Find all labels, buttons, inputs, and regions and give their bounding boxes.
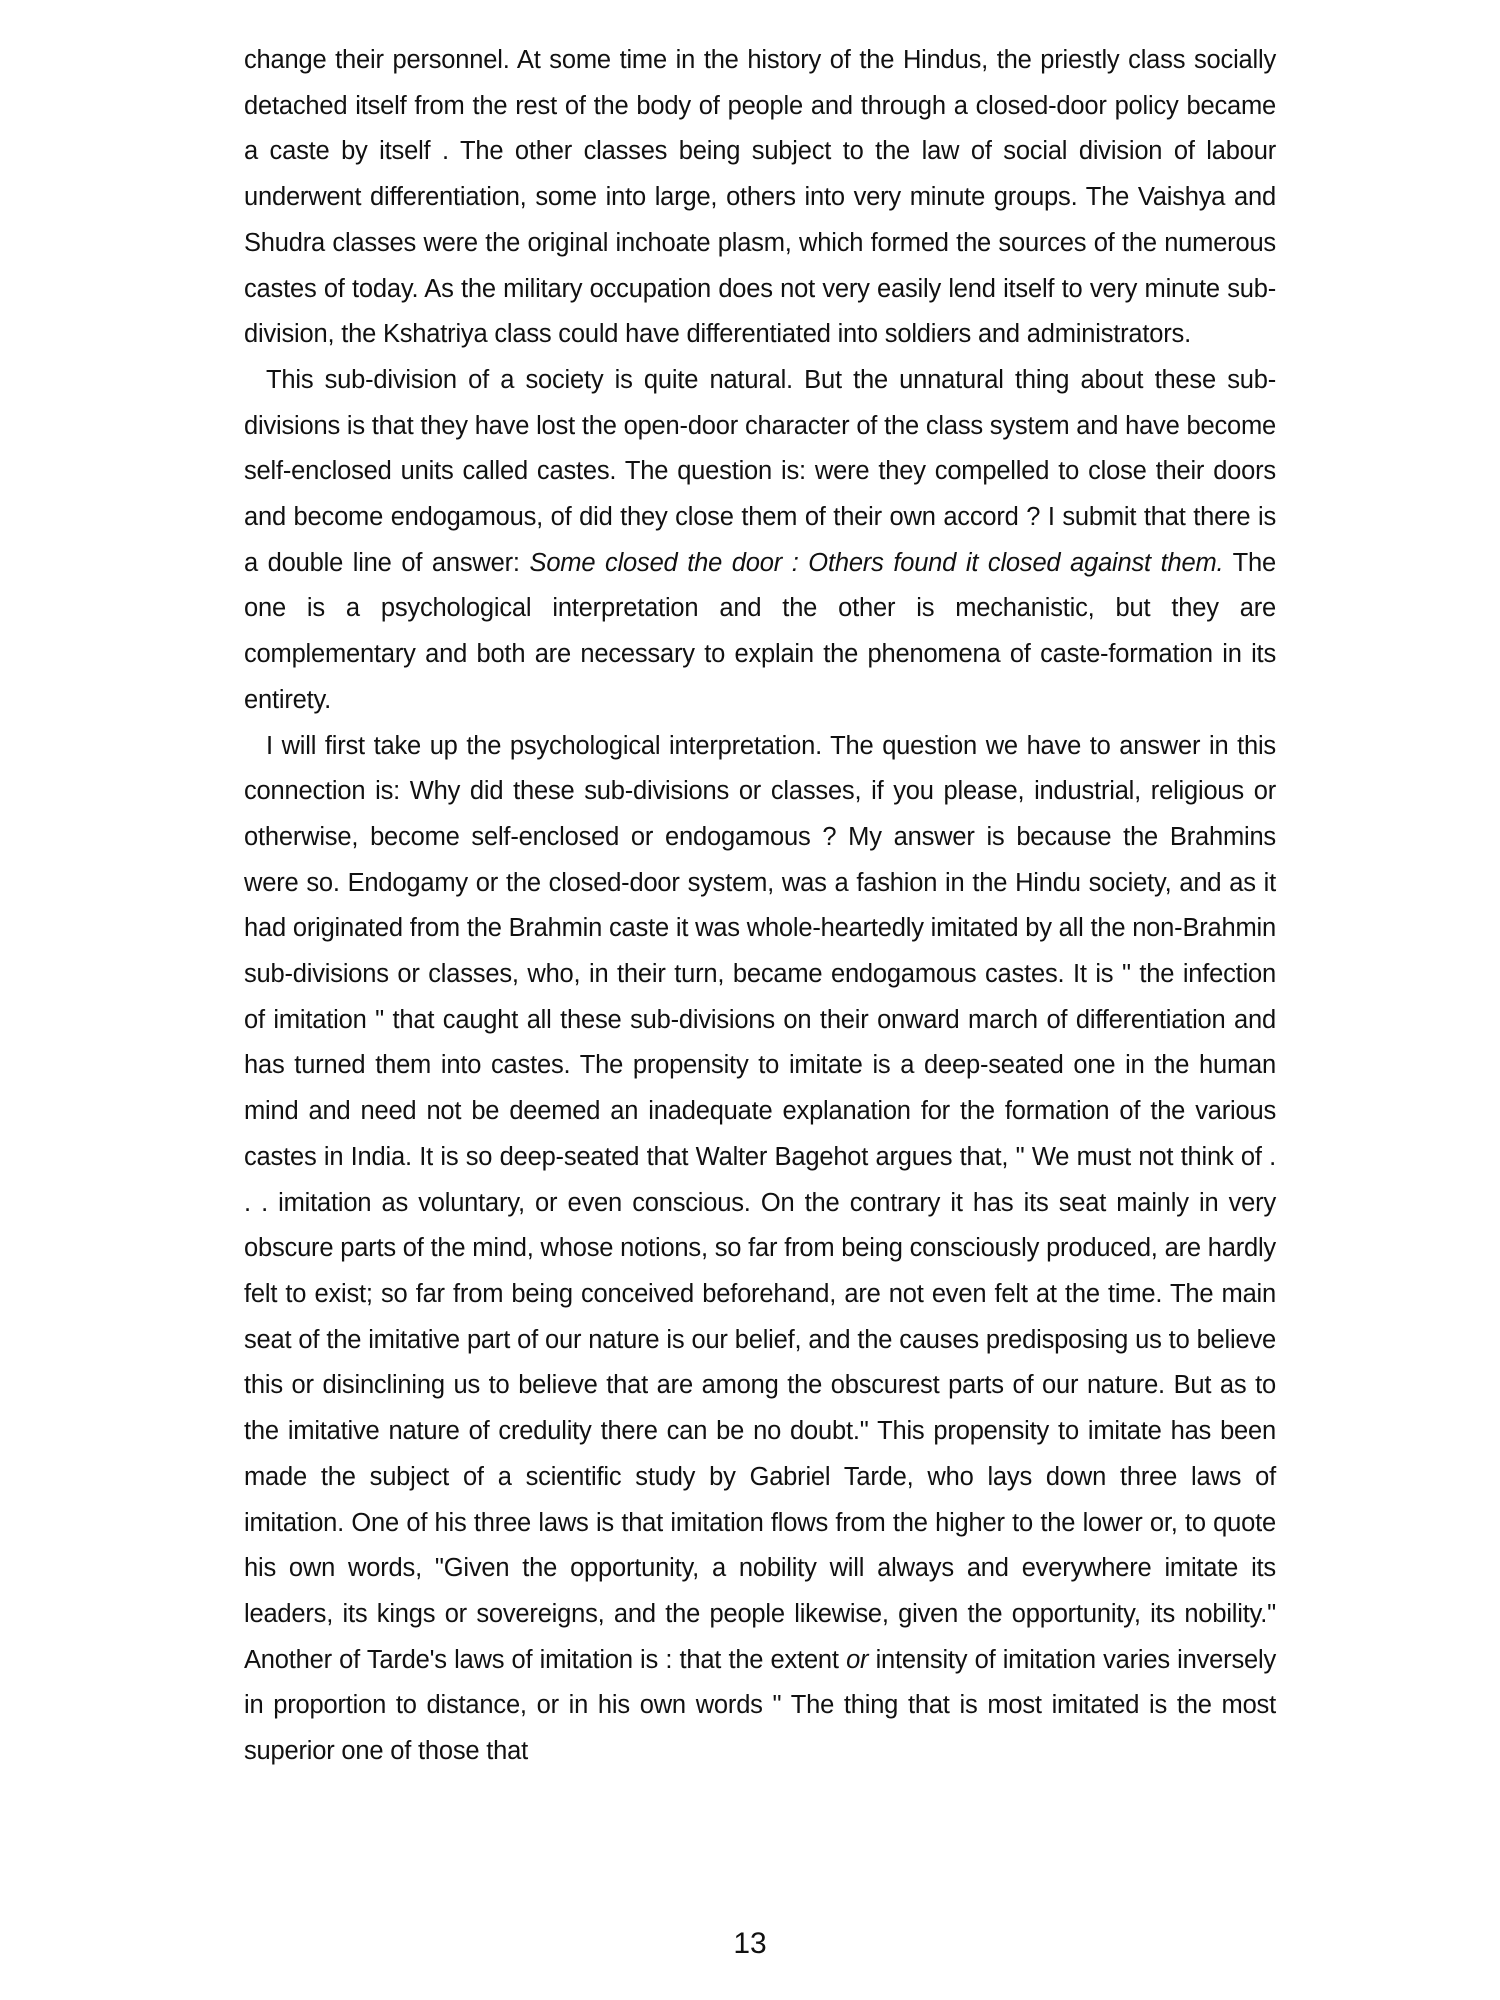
paragraph [244, 358, 1276, 724]
text-run: change their personnel. At some time in the history of the Hindus, the priestly class socially detached itself from the rest of the body of people and through a closed-door policy became a caste by itself . The other classes being subject to the law of social division of labour underwent differentiation, some into large, others into very minute groups. The Vaishya and Shudra classes were the original inchoate plasm, which formed the sources of the numerous castes of today. As the military occupation does not very easily lend itself to very minute sub-division, the Kshatriya class could have differentiated into soldiers and administrators. [244, 46, 1276, 349]
paragraph [244, 724, 1276, 1775]
italic-text-run: or [846, 1645, 869, 1674]
text-run: intensity of imitation varies inversely in proportion to distance, or in his own words " The thing that is most imitated is the most superior one of those that [244, 1645, 1276, 1766]
page-number: 13 [733, 1927, 767, 1960]
body-text [244, 38, 1276, 1775]
paragraph [244, 38, 1276, 358]
italic-text-run: Some closed the door : Others found it closed against them. [529, 548, 1224, 577]
text-run: This sub-division of a society is quite natural. But the unnatural thing about these sub-divisions is that they have lost the open-door character of the class system and have become self-enclosed units called castes. The question is: were they compelled to close their doors and become endogamous, of did they close them of their own accord ? I submit that there is a double line of answer: [244, 365, 1276, 577]
text-run: I will first take up the psychological interpretation. The question we have to answer in this connection is: Why did these sub-divisions or classes, if you please, industrial, religious or otherwise, become self-enclosed or endogamous ? My answer is because the Brahmins were so. Endogamy or the closed-door system, was a fashion in the Hindu society, and as it had originated from the Brahmin caste it was whole-heartedly imitated by all the non-Brahmin sub-divisions or classes, who, in their turn, became endogamous castes. It is " the infection of imitation " that caught all these sub-divisions on their onward march of differentiation and has turned them into castes. The propensity to imitate is a deep-seated one in the human mind and need not be deemed an inadequate explanation for the formation of the various castes in India. It is so deep-seated that Walter Bagehot argues that, " We must not think of . . . imitation as voluntary, or even conscious. On the contrary it has its seat mainly in very obscure parts of the mind, whose notions, so far from being consciously produced, are hardly felt to exist; so far from being conceived beforehand, are not even felt at the time. The main seat of the imitative part of our nature is our belief, and the causes predisposing us to believe this or disinclining us to believe that are among the obscurest parts of our nature. But as to the imitative nature of credulity there can be no doubt." This propensity to imitate has been made the subject of a scientific study by Gabriel Tarde, who lays down three laws of imitation. One of his three laws is that imitation flows from the higher to the lower or, to quote his own words, "Given the opportunity, a nobility will always and everywhere imitate its leaders, its kings or sovereigns, and the people likewise, given the opportunity, its nobility." Another of Tarde's laws of imitation is : that the extent [244, 731, 1276, 1674]
text-run: The one is a psychological interpretation and the other is mechanistic, but they are complementary and both are necessary to explain the phenomena of caste-formation in its entirety. [244, 548, 1277, 714]
